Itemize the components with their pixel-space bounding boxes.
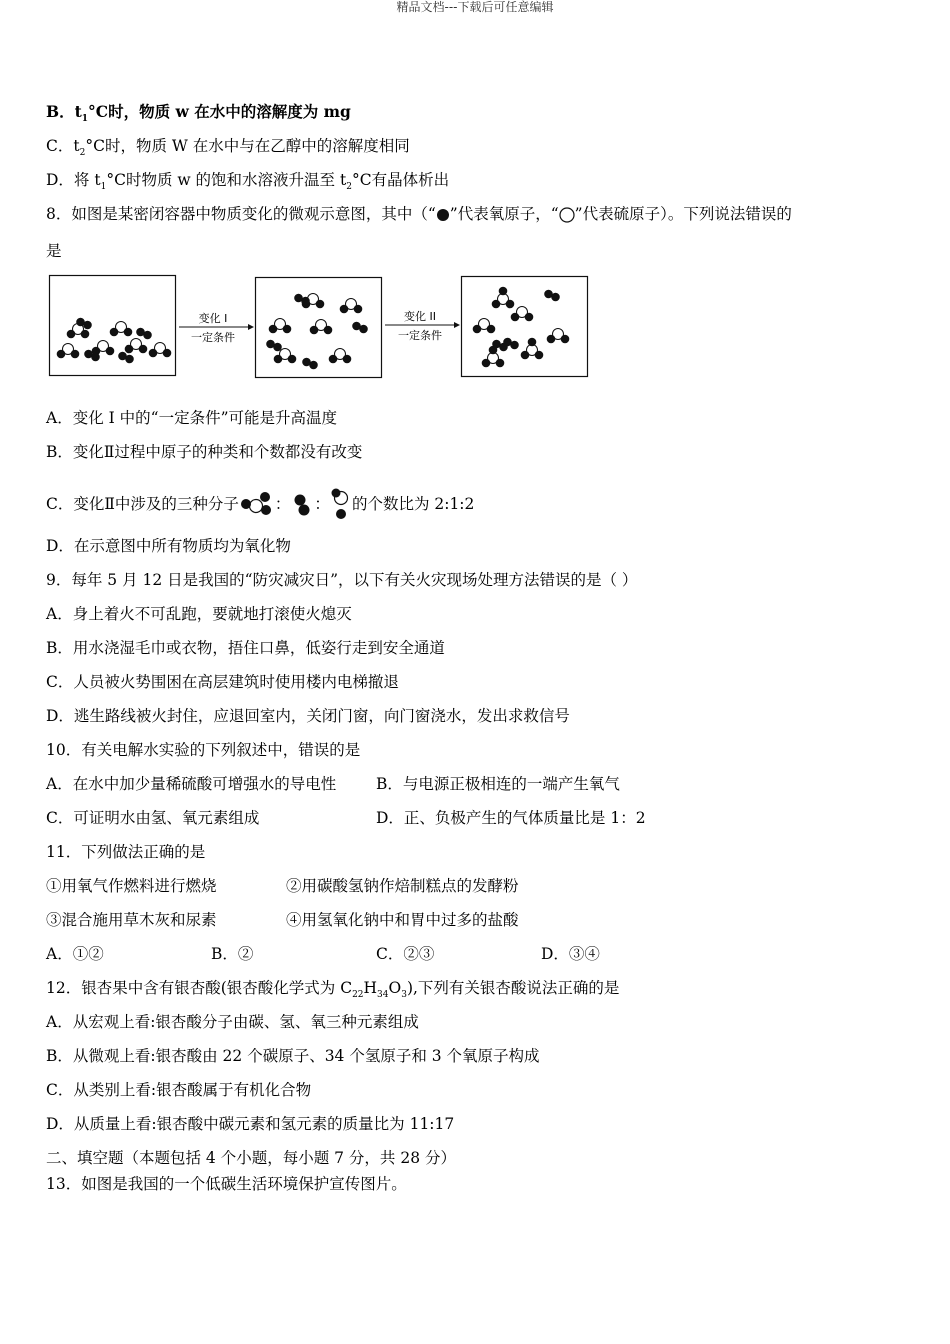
q12-option-a: A．从宏观上看:银杏酸分子由碳、氢、氧三种元素组成 bbox=[46, 1013, 419, 1031]
q12-option-b: B．从微观上看:银杏酸由 22 个碳原子、34 个氢原子和 3 个氧原子构成 bbox=[46, 1047, 540, 1065]
page-header: 精品文档---下载后可任意编辑 bbox=[396, 0, 554, 14]
q9-option-d: D．逃生路线被火封住，应退回室内，关闭门窗，向门窗浇水，发出求救信号 bbox=[46, 707, 570, 725]
section-heading: 二、填空题（本题包括 4 个小题，每小题 7 分，共 28 分） bbox=[46, 1149, 457, 1167]
q10-option-c: C．可证明水由氢、氧元素组成 bbox=[46, 809, 260, 827]
arrow1-label-bottom: 一定条件 bbox=[191, 331, 235, 344]
sulfur-atom-icon bbox=[559, 207, 575, 223]
q11-statement-1: ①用氧气作燃料进行燃烧 bbox=[46, 877, 217, 895]
q7-option-b: B．$t_1^\circ C$时，物质 w 在水中的溶解度为 mg bbox=[46, 102, 351, 125]
arrow2-label-bottom: 一定条件 bbox=[398, 329, 442, 342]
arrow-change-2 bbox=[385, 309, 460, 342]
q7-option-c: C．$t_2^\circ C$时，物质 W 在水中与在乙醇中的溶解度相同 bbox=[46, 137, 410, 159]
q10-option-b: B．与电源正极相连的一端产生氧气 bbox=[376, 775, 620, 793]
arrow2-label-top: 变化 II bbox=[404, 310, 436, 323]
q11-option-c: C．②③ bbox=[376, 945, 435, 963]
q8-micro-diagram bbox=[48, 274, 593, 380]
diagram-box-after-change-2 bbox=[462, 277, 588, 377]
q11-option-d: D．③④ bbox=[541, 945, 600, 963]
q8-stem-cont: 是 bbox=[46, 242, 62, 260]
q11-stem: 11．下列做法正确的是 bbox=[46, 843, 206, 861]
q8-option-d: D．在示意图中所有物质均为氧化物 bbox=[46, 537, 291, 555]
q11-option-a: A．①② bbox=[46, 945, 104, 963]
q8-stem: 8．如图是某密闭容器中物质变化的微观示意图，其中（“ ”代表氧原子，“ ”代表硫原子）。下列说法错误的 bbox=[46, 205, 792, 223]
q11-option-b: B．② bbox=[211, 945, 254, 963]
so2-molecule-icon bbox=[330, 488, 352, 522]
q9-option-c: C．人员被火势围困在高层建筑时使用楼内电梯撤退 bbox=[46, 673, 399, 691]
q13-stem: 13．如图是我国的一个低碳生活环境保护宣传图片。 bbox=[46, 1175, 407, 1193]
oxygen-atom-icon bbox=[436, 208, 450, 222]
diagram-box-after-change-1 bbox=[256, 278, 382, 378]
q9-option-a: A．身上着火不可乱跑，要就地打滚使火熄灭 bbox=[46, 605, 352, 623]
q10-stem: 10．有关电解水实验的下列叙述中，错误的是 bbox=[46, 741, 361, 759]
q9-option-b: B．用水浇湿毛巾或衣物，捂住口鼻，低姿行走到安全通道 bbox=[46, 639, 445, 657]
q12-option-c: C．从类别上看:银杏酸属于有机化合物 bbox=[46, 1081, 312, 1099]
q12-option-d: D．从质量上看:银杏酸中碳元素和氢元素的质量比为 11:17 bbox=[46, 1115, 455, 1133]
arrow1-label-top: 变化 I bbox=[198, 312, 228, 325]
q10-option-d: D．正、负极产生的气体质量比是 1：2 bbox=[376, 809, 646, 827]
so3-molecule-icon bbox=[239, 489, 275, 521]
q11-statement-3: ③混合施用草木灰和尿素 bbox=[46, 911, 217, 929]
arrow-change-1 bbox=[179, 311, 254, 344]
o2-molecule-icon bbox=[290, 491, 314, 519]
q8-option-b: B．变化Ⅱ过程中原子的种类和个数都没有改变 bbox=[46, 443, 363, 461]
q9-stem: 9．每年 5 月 12 日是我国的“防灾减灾日”，以下有关火灾现场处理方法错误的是（ ） bbox=[46, 571, 638, 589]
q11-statement-2: ②用碳酸氢钠作焙制糕点的发酵粉 bbox=[286, 877, 519, 895]
q7-option-d: D．将 $t_1^\circ C$时物质 w 的饱和水溶液升温至 $t_2^\circ C$有晶体析出 bbox=[46, 171, 450, 193]
q11-statement-4: ④用氢氧化钠中和胃中过多的盐酸 bbox=[286, 911, 519, 929]
q8-option-c: C．变化Ⅱ中涉及的三种分子 ： ： 的个数比为 2:1:2 bbox=[46, 488, 474, 522]
q10-option-a: A．在水中加少量稀硫酸可增强水的导电性 bbox=[46, 775, 337, 793]
q12-stem: 12．银杏果中含有银杏酸(银杏酸化学式为 $C_{22}H_{34}O_3$),下列有关银杏酸说法正确的是 bbox=[46, 979, 620, 1001]
diagram-box-before bbox=[50, 276, 176, 376]
q8-option-a: A．变化 I 中的“一定条件”可能是升高温度 bbox=[46, 409, 338, 427]
